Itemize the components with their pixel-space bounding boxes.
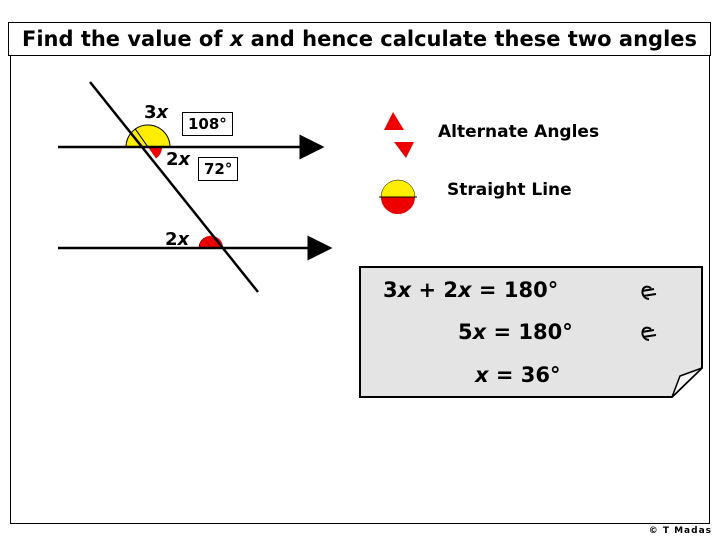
legend-alternate-angles: Alternate Angles <box>438 122 600 142</box>
angle-label-bottom <box>165 229 189 250</box>
legend-straight-line: Straight Line <box>447 180 572 200</box>
angle-value-mid: 72° <box>198 157 238 181</box>
copyright-notice: © T Madas <box>648 526 712 536</box>
angle-label-top-var: x <box>156 102 169 123</box>
working-line-2: 5x = 180° <box>458 320 573 344</box>
angle-label-mid-coef: 2 <box>166 149 179 170</box>
angle-label-bottom-var: x <box>177 229 190 250</box>
angle-value-top: 108° <box>182 112 233 136</box>
title-text-after: and hence calculate these two angles <box>250 27 698 51</box>
straight-line-icon-red-left <box>381 197 398 214</box>
angle-label-top <box>144 102 168 123</box>
angle-label-mid-var: x <box>178 149 191 170</box>
angle-label-bottom-coef: 2 <box>165 229 178 250</box>
straight-line-icon-yellow <box>381 180 415 197</box>
working-line-3: x = 36° <box>475 363 561 387</box>
alternate-angle-icon-top <box>384 112 404 130</box>
title-text-before: Find the value of <box>21 27 223 51</box>
alternate-angle-icon-bottom <box>394 142 414 158</box>
working-line-1: 3x + 2x = 180° <box>383 278 559 302</box>
title-variable: x <box>229 27 244 51</box>
angle-label-mid <box>166 149 190 170</box>
angle-label-top-coef: 3 <box>144 102 157 123</box>
